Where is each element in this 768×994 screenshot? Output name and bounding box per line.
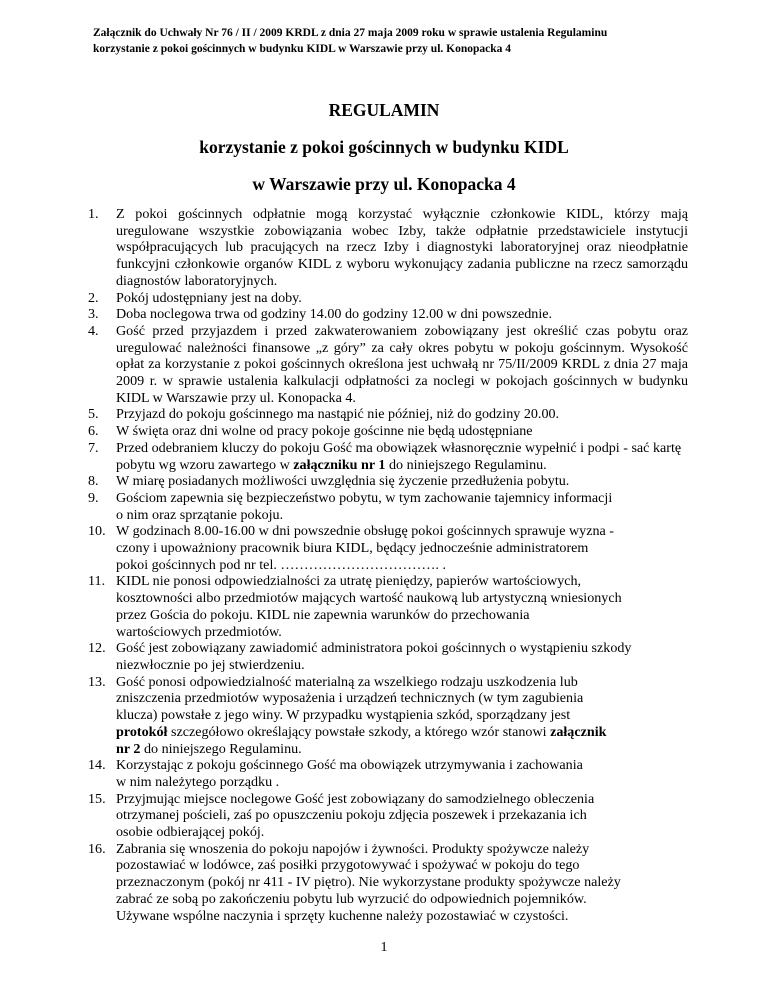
rule-item (88, 573, 688, 640)
rule-text-line: kosztowności albo przedmiotów mających wartość naukową lub artystyczną wniesionych (116, 590, 622, 607)
rule-text-line: wartościowych przedmiotów. (116, 623, 282, 640)
rule-number: 7. (88, 439, 99, 456)
rule-number: 3. (88, 306, 99, 323)
rule-number: 15. (88, 790, 106, 807)
header-line-2: korzystanie z pokoi gościnnych w budynku KIDL w Warszawie przy ul. Konopacka 4 (93, 43, 512, 55)
protocol-reference: protokół (116, 723, 168, 740)
rule-text: W święta oraz dni wolne od pracy pokoje gościnne nie będą udostępniane (116, 423, 533, 440)
rule-item (88, 423, 688, 440)
document-header (93, 25, 693, 57)
rule-text-line: zabrać ze sobą po zakończeniu pobytu lub wyrzucić do odpowiednich pojemników. (116, 890, 587, 907)
rule-text-line: Zabrania się wnoszenia do pokoju napojów i żywności. Produkty spożywcze należy (116, 840, 590, 857)
rule-item (88, 640, 688, 673)
rule-text-line: czony i upoważniony pracownik biura KIDL, będący jednocześnie administratorem (116, 540, 589, 557)
rule-text-line: Gość jest zobowiązany zawiadomić administratora pokoi gościnnych o wystąpieniu szkody (116, 640, 632, 657)
document-title: REGULAMIN (328, 100, 440, 120)
rule-text-line (116, 724, 688, 741)
rules-list (88, 206, 688, 924)
rule-number: 9. (88, 489, 99, 506)
rule-number: 1. (88, 206, 99, 222)
document-subtitle-2: w Warszawie przy ul. Konopacka 4 (252, 174, 516, 194)
rule-text-part: Przed odebraniem kluczy do pokoju Gość ma obowiązek własnoręcznie wypełnić i podpi - sać kartę pobytu wg wzoru zawartego w (116, 439, 682, 473)
rule-item (88, 406, 688, 423)
rule-text: Doba noclegowa trwa od godziny 14.00 do godziny 12.00 w dni powszednie. (116, 306, 553, 323)
rule-item (88, 206, 688, 290)
attachment-reference: załącznik (550, 723, 607, 740)
rule-text: Pokój udostępniany jest na doby. (116, 289, 302, 306)
rule-number: 12. (88, 640, 106, 657)
rule-text-line: niezwłocznie po jej stwierdzeniu. (116, 656, 305, 673)
rule-text-part: szczegółowo określający powstałe szkody, a którego wzór stanowi (167, 723, 551, 740)
rule-text-line: przez Gościa do pokoju. KIDL nie zapewnia warunków do przechowania (116, 606, 530, 623)
rule-item (88, 757, 688, 790)
rule-number: 10. (88, 523, 106, 540)
rule-item (88, 791, 688, 841)
rule-text-line: Gość ponosi odpowiedzialność materialną za wszelkiego rodzaju uszkodzenia lub (116, 673, 578, 690)
rule-item (88, 306, 688, 323)
rule-text-line: zniszczenia przedmiotów wyposażenia i urządzeń technicznych (w tym zagubienia (116, 690, 584, 707)
rule-text-line: otrzymanej pościeli, zaś po opuszczeniu pokoju zdjęcia poszewek i przekazania ich (116, 807, 587, 824)
rule-text-part: do niniejszego Regulaminu. (140, 740, 302, 757)
rule-text: W miarę posiadanych możliwości uwzględnia się życzenie przedłużenia pobytu. (116, 473, 570, 490)
rule-text-line: o nim oraz sprzątanie pokoju. (116, 506, 284, 523)
rule-text-line: Korzystając z pokoju gościnnego Gość ma obowiązek utrzymywania i zachowania (116, 757, 583, 774)
rule-text-line: Przyjmując miejsce noclegowe Gość jest zobowiązany do samodzielnego obleczenia (116, 790, 595, 807)
rule-number: 2. (88, 289, 99, 306)
rule-item (88, 290, 688, 307)
rule-item (88, 841, 688, 925)
rule-item (88, 323, 688, 407)
rule-text-line: pokoi gościnnych pod nr tel. ……………………………. . (116, 556, 447, 573)
rule-number: 14. (88, 757, 106, 774)
rule-number: 11. (88, 573, 106, 590)
rule-text-line: osobie odbierającej pokój. (116, 824, 265, 841)
rule-text: Przyjazd do pokoju gościnnego ma nastąpić nie później, niż do godziny 20.00. (116, 406, 560, 423)
rule-item (88, 440, 688, 473)
page-number: 1 (380, 940, 388, 955)
rule-text-line (116, 741, 688, 758)
document-subtitle-1: korzystanie z pokoi gościnnych w budynku KIDL (199, 137, 569, 157)
rule-text-line: klucza) powstałe z jego winy. W przypadku wystąpienia szkód, sporządzany jest (116, 707, 571, 724)
rule-item (88, 490, 688, 523)
rule-number: 6. (88, 423, 99, 440)
rule-item (88, 473, 688, 490)
header-line-1: Załącznik do Uchwały Nr 76 / II / 2009 KRDL z dnia 27 maja 2009 roku w sprawie ustalenia Regulaminu (93, 27, 608, 39)
rule-text: Gość przed przyjazdem i przed zakwaterowaniem zobowiązany jest określić czas pobytu oraz uregulować należności finansowe „z góry” za cały okres pobytu w pokoju gościnnym. Wysokość opłat za korzystanie z pokoi gościnnych określona jest uchwałą nr 75/II/2009 KRDL z dnia 27 maja 2009 r. w sprawie ustalenia kalkulacji odpłatności za noclegi w pokojach gościnnych w budynku KIDL w Warszawie przy ul. Konopacka 4. (116, 322, 688, 406)
rule-text-line: Gościom zapewnia się bezpieczeństwo pobytu, w tym zachowanie tajemnicy informacji (116, 489, 613, 506)
rule-number: 13. (88, 673, 106, 690)
attachment-reference: załączniku nr 1 (293, 456, 386, 473)
rule-text (116, 440, 688, 473)
rule-number: 4. (88, 322, 99, 339)
rule-text-line: KIDL nie ponosi odpowiedzialności za utratę pieniędzy, papierów wartościowych, (116, 573, 582, 590)
rule-number: 5. (88, 406, 99, 423)
rule-item (88, 523, 688, 573)
rule-text-line: W godzinach 8.00-16.00 w dni powszednie obsługę pokoi gościnnych sprawuje wyzna - (116, 523, 615, 540)
rule-text-line: w nim należytego porządku . (116, 773, 280, 790)
rule-text-line: pozostawiać w lodówce, zaś posiłki przygotowywać i spożywać w pokoju do tego (116, 857, 580, 874)
rule-text: Z pokoi gościnnych odpłatnie mogą korzystać wyłącznie członkowie KIDL, którzy mają uregulowane wszystkie zobowiązania wobec Izby, także odpłatnie przedstawiciele instytucji współpracujących lub pracujących na rzecz Izby i diagnostyki laboratoryjnej oraz nieodpłatnie funkcyjni członkowie organów KIDL z wyboru wykonujący zadania publiczne na rzecz samorządu diagnostów laboratoryjnych. (116, 206, 688, 289)
rule-number: 8. (88, 473, 99, 490)
rule-text-line: Używane wspólne naczynia i sprzęty kuchenne należy pozostawiać w czystości. (116, 907, 569, 924)
rule-item (88, 674, 688, 758)
rule-text-part: do niniejszego Regulaminu. (385, 456, 547, 473)
attachment-number: nr 2 (116, 740, 141, 757)
rule-number: 16. (88, 840, 106, 857)
rule-text-line: przeznaczonym (pokój nr 411 - IV piętro). Nie wykorzystane produkty spożywcze należy (116, 874, 621, 891)
